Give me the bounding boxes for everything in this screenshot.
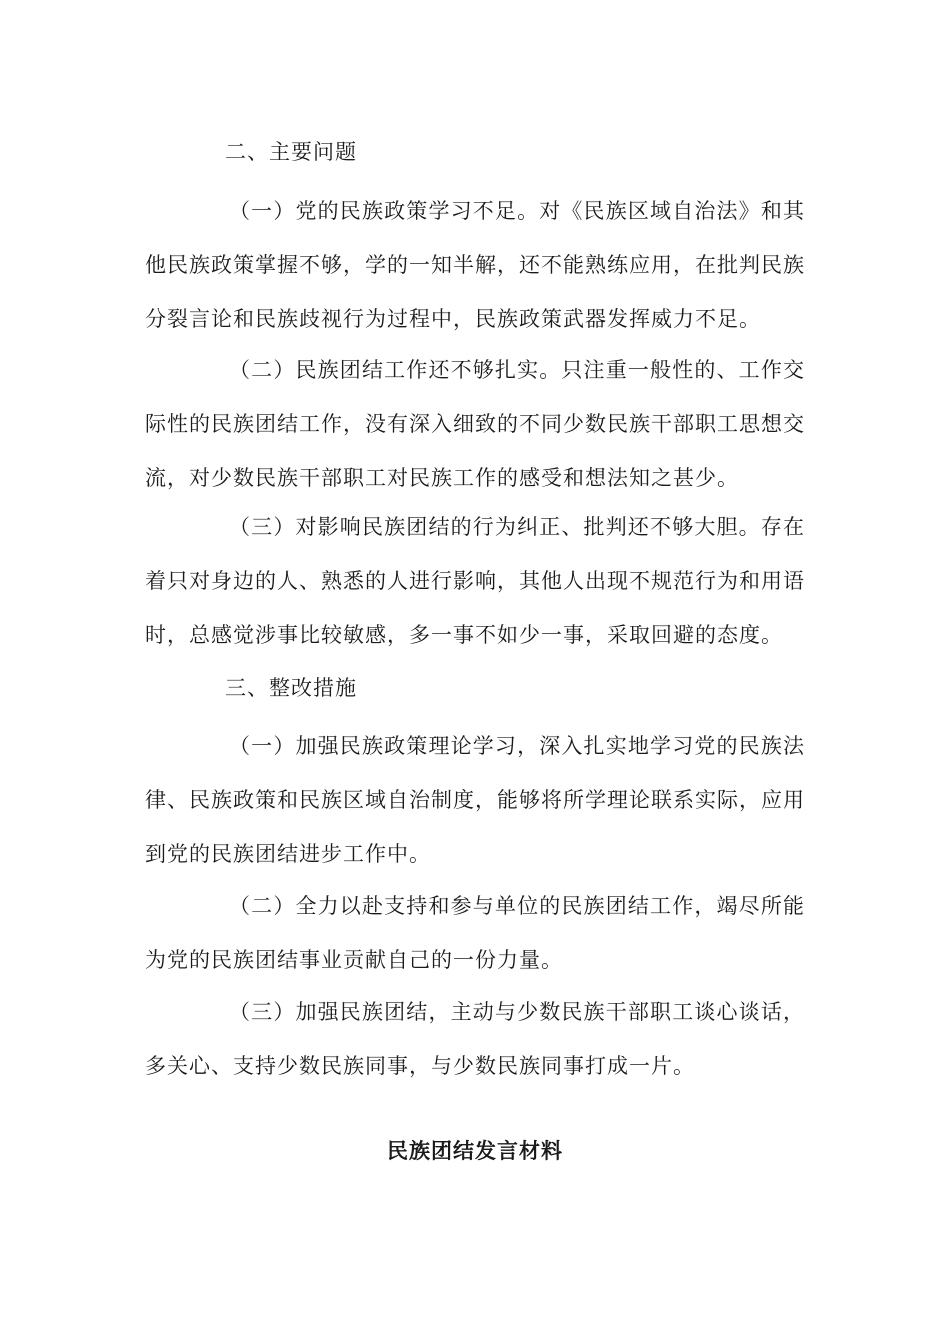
document-title: 民族团结发言材料: [387, 1139, 563, 1163]
problem-paragraph-1: （一）党的民族政策学习不足。对《民族区域自治法》和其他民族政策掌握不够，学的一知半解，还不能熟练应用，在批判民族分裂言论和民族歧视行为过程中，民族政策武器发挥威力不足。: [145, 199, 805, 331]
section-heading-main-problems: 二、主要问题: [225, 140, 357, 164]
problem-paragraph-2: （二）民族团结工作还不够扎实。只注重一般性的、工作交际性的民族团结工作，没有深入细致的不同少数民族干部职工思想交流，对少数民族干部职工对民族工作的感受和想法知之甚少。: [145, 358, 805, 490]
measure-paragraph-2: （二）全力以赴支持和参与单位的民族团结工作，竭尽所能为党的民族团结事业贡献自己的一份力量。: [145, 894, 805, 972]
measure-paragraph-1: （一）加强民族政策理论学习，深入扎实地学习党的民族法律、民族政策和民族区域自治制度，能够将所学理论联系实际，应用到党的民族团结进步工作中。: [145, 734, 805, 866]
section-heading-rectification-measures: 三、整改措施: [225, 676, 357, 700]
problem-paragraph-3: （三）对影响民族团结的行为纠正、批判还不够大胆。存在着只对身边的人、熟悉的人进行影响，其他人出现不规范行为和用语时，总感觉涉事比较敏感，多一事不如少一事，采取回避的态度。: [145, 515, 805, 647]
measure-paragraph-3: （三）加强民族团结，主动与少数民族干部职工谈心谈话，多关心、支持少数民族同事，与少数民族同事打成一片。: [145, 1000, 805, 1078]
